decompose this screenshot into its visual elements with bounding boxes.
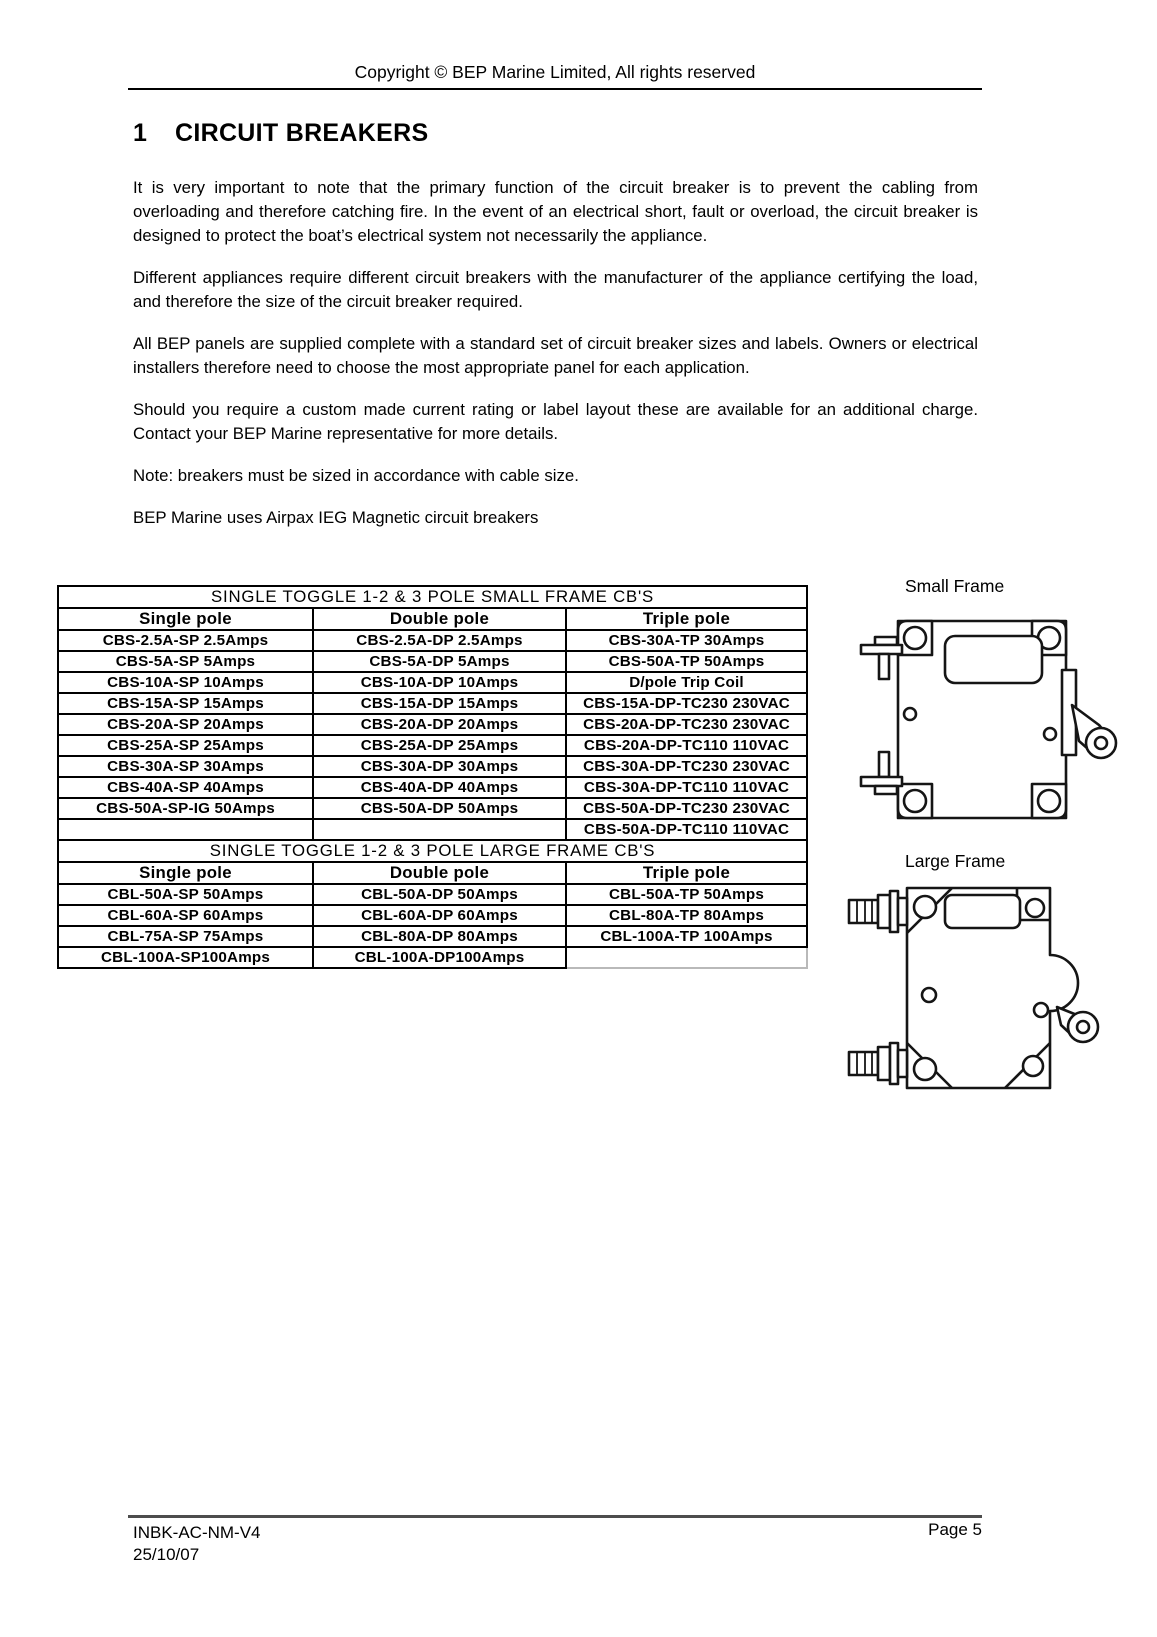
table-row bbox=[58, 714, 807, 735]
small-frame-label: Small Frame bbox=[905, 576, 1005, 596]
table-row bbox=[58, 777, 807, 798]
table-cell: CBS-30A-TP 30Amps bbox=[566, 630, 807, 651]
section-number: 1 bbox=[133, 119, 148, 147]
table-cell: CBL-50A-DP 50Amps bbox=[313, 884, 566, 905]
table-cell: CBS-25A-DP 25Amps bbox=[313, 735, 566, 756]
section-title-cell: SINGLE TOGGLE 1-2 & 3 POLE SMALL FRAME CB'S bbox=[58, 586, 807, 608]
table-cell: CBS-5A-SP 5Amps bbox=[58, 651, 313, 672]
table-cell: CBS-30A-DP 30Amps bbox=[313, 756, 566, 777]
body-text bbox=[133, 176, 978, 548]
table-cell: CBS-10A-SP 10Amps bbox=[58, 672, 313, 693]
table-row bbox=[58, 926, 807, 947]
table-cell: CBS-2.5A-SP 2.5Amps bbox=[58, 630, 313, 651]
column-header: Double pole bbox=[313, 608, 566, 630]
paragraph-2: Different appliances require different circuit breakers with the manufacturer of the appliance certifying the load, and therefore the size of the circuit breaker required. bbox=[133, 268, 978, 311]
table-cell: CBS-50A-SP-IG 50Amps bbox=[58, 798, 313, 819]
table-cell: CBS-40A-SP 40Amps bbox=[58, 777, 313, 798]
section-title-cell: SINGLE TOGGLE 1-2 & 3 POLE LARGE FRAME CB'S bbox=[58, 840, 807, 862]
table-cell: CBL-50A-TP 50Amps bbox=[566, 884, 807, 905]
table-row bbox=[58, 672, 807, 693]
page-title bbox=[133, 119, 428, 148]
paragraph-3: All BEP panels are supplied complete with a standard set of circuit breaker sizes and labels. Owners or electrical installers therefore need to choose the most appropriate panel for each application. bbox=[133, 334, 978, 377]
column-header: Single pole bbox=[58, 608, 313, 630]
small-frame-breaker-diagram bbox=[853, 613, 1123, 823]
footer-doc-code: INBK-AC-NM-V4 bbox=[133, 1523, 261, 1542]
table-cell: CBS-40A-DP 40Amps bbox=[313, 777, 566, 798]
table-cell: CBS-50A-DP-TC230 230VAC bbox=[566, 798, 807, 819]
table-row bbox=[58, 651, 807, 672]
table-cell: CBS-30A-DP-TC230 230VAC bbox=[566, 756, 807, 777]
table-cell: CBL-100A-SP100Amps bbox=[58, 947, 313, 968]
copyright-text: Copyright © BEP Marine Limited, All rights reserved bbox=[354, 62, 756, 82]
table-cell: CBL-80A-TP 80Amps bbox=[566, 905, 807, 926]
footer-date: 25/10/07 bbox=[133, 1545, 200, 1564]
paragraph-1: It is very important to note that the primary function of the circuit breaker is to prevent the cabling from overloading and therefore catching fire. In the event of an electrical short, fault or overload, the circuit breaker is designed to protect the boat’s electrical system not necessarily the appliance. bbox=[133, 178, 978, 245]
footer-rule bbox=[128, 1515, 982, 1518]
large-frame-label: Large Frame bbox=[905, 851, 1006, 871]
table-row bbox=[58, 905, 807, 926]
table-cell: CBL-100A-TP 100Amps bbox=[566, 926, 807, 947]
table-row bbox=[58, 735, 807, 756]
table-row bbox=[58, 947, 807, 968]
table-cell: CBS-25A-SP 25Amps bbox=[58, 735, 313, 756]
column-header: Triple pole bbox=[566, 608, 807, 630]
table-row bbox=[58, 630, 807, 651]
section-heading: CIRCUIT BREAKERS bbox=[175, 119, 429, 147]
column-header: Triple pole bbox=[566, 862, 807, 884]
table-cell bbox=[566, 947, 807, 968]
table-cell bbox=[313, 819, 566, 840]
small-frame-title-row bbox=[58, 586, 807, 608]
footer-page-number: Page 5 bbox=[928, 1520, 982, 1539]
table-cell: CBS-30A-DP-TC110 110VAC bbox=[566, 777, 807, 798]
table-cell: D/pole Trip Coil bbox=[566, 672, 807, 693]
table-cell: CBS-50A-DP-TC110 110VAC bbox=[566, 819, 807, 840]
header-rule bbox=[128, 88, 982, 90]
table-cell: CBS-30A-SP 30Amps bbox=[58, 756, 313, 777]
table-cell: CBS-2.5A-DP 2.5Amps bbox=[313, 630, 566, 651]
table-cell: CBS-5A-DP 5Amps bbox=[313, 651, 566, 672]
table-cell: CBS-20A-DP-TC230 230VAC bbox=[566, 714, 807, 735]
table-cell: CBL-60A-DP 60Amps bbox=[313, 905, 566, 926]
large-frame-header-row bbox=[58, 862, 807, 884]
table-cell: CBS-15A-DP 15Amps bbox=[313, 693, 566, 714]
paragraph-6: BEP Marine uses Airpax IEG Magnetic circuit breakers bbox=[133, 508, 539, 527]
table-row bbox=[58, 756, 807, 777]
table-cell: CBL-60A-SP 60Amps bbox=[58, 905, 313, 926]
table-cell: CBL-80A-DP 80Amps bbox=[313, 926, 566, 947]
table-cell: CBL-50A-SP 50Amps bbox=[58, 884, 313, 905]
table-cell: CBS-15A-SP 15Amps bbox=[58, 693, 313, 714]
table-row bbox=[58, 798, 807, 819]
column-header: Double pole bbox=[313, 862, 566, 884]
table-cell: CBS-50A-DP 50Amps bbox=[313, 798, 566, 819]
table-cell: CBS-50A-TP 50Amps bbox=[566, 651, 807, 672]
paragraph-4: Should you require a custom made current rating or label layout these are available for an additional charge. Contact your BEP Marine representative for more details. bbox=[133, 400, 978, 443]
table-row bbox=[58, 693, 807, 714]
table-cell: CBS-20A-SP 20Amps bbox=[58, 714, 313, 735]
table-cell bbox=[58, 819, 313, 840]
table-cell: CBL-75A-SP 75Amps bbox=[58, 926, 313, 947]
small-frame-header-row bbox=[58, 608, 807, 630]
large-frame-breaker-diagram bbox=[845, 875, 1105, 1095]
table-cell: CBS-20A-DP 20Amps bbox=[313, 714, 566, 735]
table-cell: CBS-20A-DP-TC110 110VAC bbox=[566, 735, 807, 756]
table-cell: CBS-15A-DP-TC230 230VAC bbox=[566, 693, 807, 714]
circuit-breakers-table bbox=[57, 585, 808, 969]
table-cell: CBL-100A-DP100Amps bbox=[313, 947, 566, 968]
column-header: Single pole bbox=[58, 862, 313, 884]
table-row bbox=[58, 884, 807, 905]
large-frame-title-row bbox=[58, 840, 807, 862]
table-cell: CBS-10A-DP 10Amps bbox=[313, 672, 566, 693]
paragraph-5: Note: breakers must be sized in accordance with cable size. bbox=[133, 466, 579, 485]
table-row bbox=[58, 819, 807, 840]
